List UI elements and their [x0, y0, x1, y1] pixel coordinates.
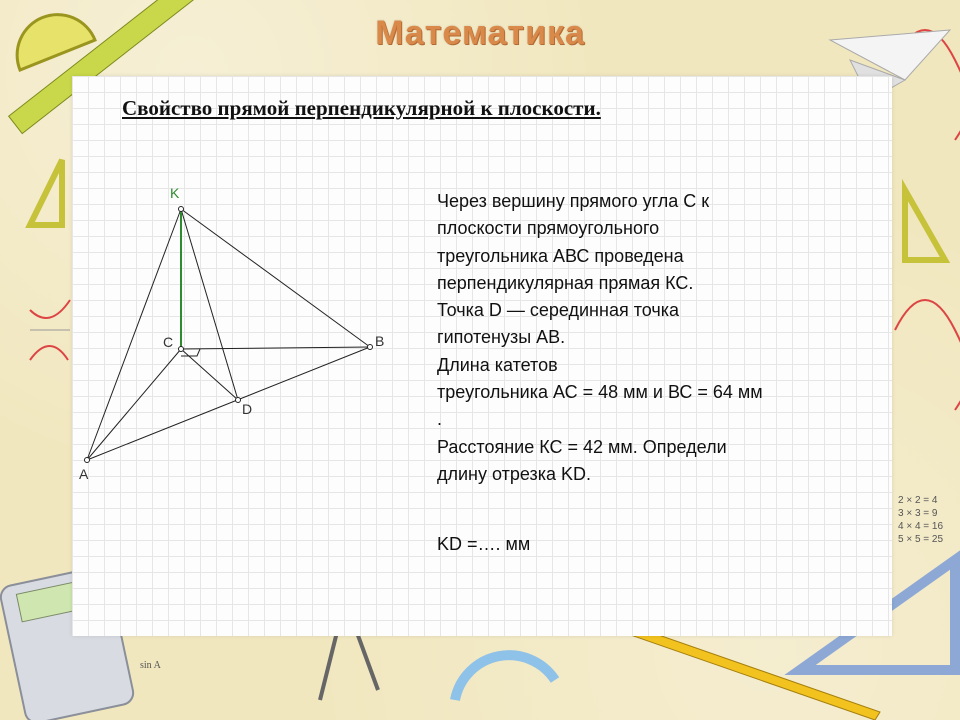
label-c: C: [163, 334, 174, 350]
problem-line: Расстояние КС = 42 мм. Определи: [437, 436, 727, 457]
point-k: [179, 207, 184, 212]
edge-cd: [181, 349, 238, 400]
multiplication-text: 5 × 5 = 25: [898, 534, 944, 545]
label-b: B: [375, 333, 385, 349]
multiplication-text: 3 × 3 = 9: [898, 508, 938, 519]
edge-ab: [87, 347, 370, 460]
formula-sin-text: sin A: [140, 660, 161, 671]
point-a: [85, 458, 90, 463]
edge-cb: [181, 347, 370, 349]
point-b: [368, 345, 373, 350]
multiplication-text: 4 × 4 = 16: [898, 521, 944, 532]
problem-line: треугольника АВС проведена: [437, 245, 684, 266]
answer-line: KD =…. мм: [437, 534, 531, 554]
problem-text: [437, 188, 882, 488]
point-c: [179, 347, 184, 352]
edge-kd: [181, 209, 238, 400]
problem-line: Точка D — серединная точка: [437, 300, 680, 321]
multiplication-text: 2 × 2 = 4: [898, 495, 938, 506]
point-d: [236, 398, 241, 403]
slide-heading: Свойство прямой перпендикулярной к плоскости.: [122, 96, 601, 120]
problem-line: длину отрезка KD.: [437, 463, 592, 484]
slide-header-title: Математика: [375, 14, 585, 52]
label-a: A: [79, 466, 89, 482]
problem-line: .: [437, 409, 443, 430]
right-angle-mark: [181, 349, 200, 356]
edge-kb: [181, 209, 370, 347]
edge-ac: [87, 349, 181, 460]
problem-line: треугольника АС = 48 мм и ВС = 64 мм: [437, 382, 763, 403]
problem-line: перпендикулярная прямая КС.: [437, 272, 694, 293]
problem-line: гипотенузы АВ.: [437, 327, 566, 348]
problem-line: Длина катетов: [437, 354, 558, 375]
problem-line: плоскости прямоугольного: [437, 218, 660, 239]
label-d: D: [242, 401, 253, 417]
problem-line: Через вершину прямого угла С к: [437, 191, 710, 211]
label-k: K: [170, 185, 180, 201]
